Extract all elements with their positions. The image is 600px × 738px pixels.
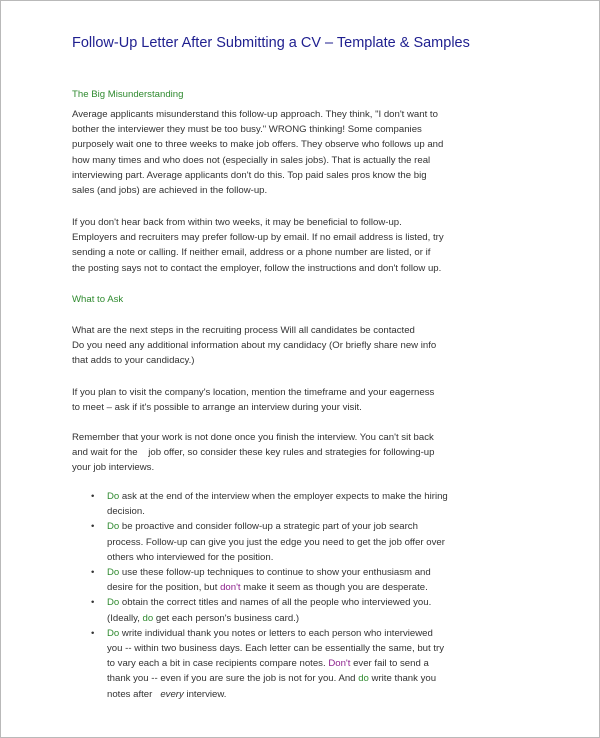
every-emphasis: every	[160, 688, 184, 700]
paragraph-questions	[72, 323, 472, 369]
text-run: ask at the end of the interview when the employer expects to make the hiring	[119, 491, 448, 502]
do-keyword: Do	[107, 521, 120, 533]
paragraph-hear-back	[72, 215, 472, 276]
paragraph-remember	[72, 430, 472, 476]
text-line	[107, 519, 481, 534]
text-run: use these follow-up techniques to continue to show your enthusiasm and	[119, 567, 431, 579]
text-run: desire for the position, but	[107, 582, 221, 594]
text-line: and wait for the job offer, so consider these key rules and strategies for following-up	[72, 447, 435, 459]
bullet-marker: •	[91, 567, 95, 579]
dont-keyword: Don't	[328, 658, 351, 670]
list-item	[91, 565, 481, 595]
text-line: bother the interviewer they must be too busy." WRONG thinking! Some companies	[72, 124, 422, 136]
text-run: thank you -- even if you are sure the job is not for you. And	[107, 673, 359, 685]
section-heading-big-misunderstanding: The Big Misunderstanding	[72, 89, 184, 100]
bullet-marker: •	[91, 597, 95, 609]
text-line: interviewing part. Average applicants don't do this. Top paid sales pros know the big	[72, 169, 427, 181]
text-line: Average applicants misunderstand this follow-up approach. They think, "I don't want to	[72, 109, 438, 120]
text-run: notes after	[107, 688, 161, 700]
bullet-marker: •	[91, 627, 95, 639]
list-item	[91, 489, 481, 519]
text-line: What are the next steps in the recruiting process Will all candidates be contacted	[72, 325, 415, 336]
bullet-marker: •	[91, 521, 95, 533]
bullet-marker: •	[91, 491, 95, 502]
text-run: ever fail to send a	[350, 658, 429, 670]
paragraph-visit	[72, 385, 472, 415]
do-keyword: Do	[107, 597, 120, 609]
text-line	[107, 626, 481, 641]
text-line	[107, 565, 481, 580]
do-keyword: Do	[107, 567, 120, 579]
text-line: how many times and who does not (especially in sales jobs). That is actually the real	[72, 154, 431, 166]
do-keyword: do	[142, 612, 154, 624]
text-line	[107, 595, 481, 610]
text-line	[107, 611, 481, 626]
text-line: others who interviewed for the position.	[107, 551, 274, 563]
text-line: If you plan to visit the company's location, mention the timeframe and your eagerness	[72, 387, 435, 398]
text-line: sending a note or calling. If neither email, address or a phone number are listed, or if	[72, 247, 431, 259]
text-run: interview.	[183, 688, 227, 700]
list-item	[91, 626, 481, 702]
text-line: If you don't hear back from within two weeks, it may be beneficial to follow-up.	[72, 217, 402, 228]
text-line: decision.	[107, 506, 145, 518]
text-run: (Ideally,	[107, 612, 143, 624]
text-run: make it seem as though you are desperate.	[240, 582, 428, 594]
page-title: Follow-Up Letter After Submitting a CV – Template & Samples	[72, 35, 470, 51]
list-item	[91, 519, 481, 565]
text-line: to meet – ask if it's possible to arrange an interview during your visit.	[72, 402, 362, 414]
text-line: you -- within two business days. Each letter can be essentially the same, but try	[107, 643, 445, 655]
text-line	[107, 671, 481, 686]
text-run: write individual thank you notes or letters to each person who interviewed	[119, 627, 433, 639]
text-line: process. Follow-up can give you just the edge you need to get the job offer over	[107, 536, 445, 548]
text-line: Do you need any additional information about my candidacy (Or briefly share new info	[72, 340, 437, 352]
text-line: that adds to your candidacy.)	[72, 355, 195, 367]
text-run: to vary each a bit in case recipients compare notes.	[107, 658, 329, 670]
text-run: get each person's business card.)	[153, 612, 300, 624]
do-keyword: do	[358, 673, 369, 685]
do-keyword: Do	[107, 627, 120, 639]
text-line	[107, 687, 481, 702]
do-keyword: Do	[107, 491, 120, 502]
text-line: purposely wait one to three weeks to make job offers. They observe who follows up and	[72, 139, 444, 151]
text-line	[107, 489, 481, 504]
text-run: write thank you	[368, 673, 437, 685]
text-line	[107, 580, 481, 595]
text-line: your job interviews.	[72, 462, 155, 474]
text-line: the posting says not to contact the employer, follow the instructions and don't follow up.	[72, 262, 442, 274]
paragraph-misunderstanding	[72, 107, 472, 198]
section-heading-what-to-ask: What to Ask	[72, 294, 124, 305]
list-item	[91, 595, 481, 625]
text-line: sales (and jobs) are achieved in the follow-up.	[72, 185, 268, 197]
tips-bullet-list	[91, 489, 481, 702]
text-line: Remember that your work is not done once you finish the interview. You can't sit back	[72, 432, 434, 443]
text-line	[107, 656, 481, 671]
dont-keyword: don't	[220, 582, 241, 594]
text-line: Employers and recruiters may prefer follow-up by email. If no email address is listed, try	[72, 232, 444, 244]
text-run: obtain the correct titles and names of all the people who interviewed you.	[119, 597, 432, 609]
text-run: be proactive and consider follow-up a strategic part of your job search	[119, 521, 418, 533]
